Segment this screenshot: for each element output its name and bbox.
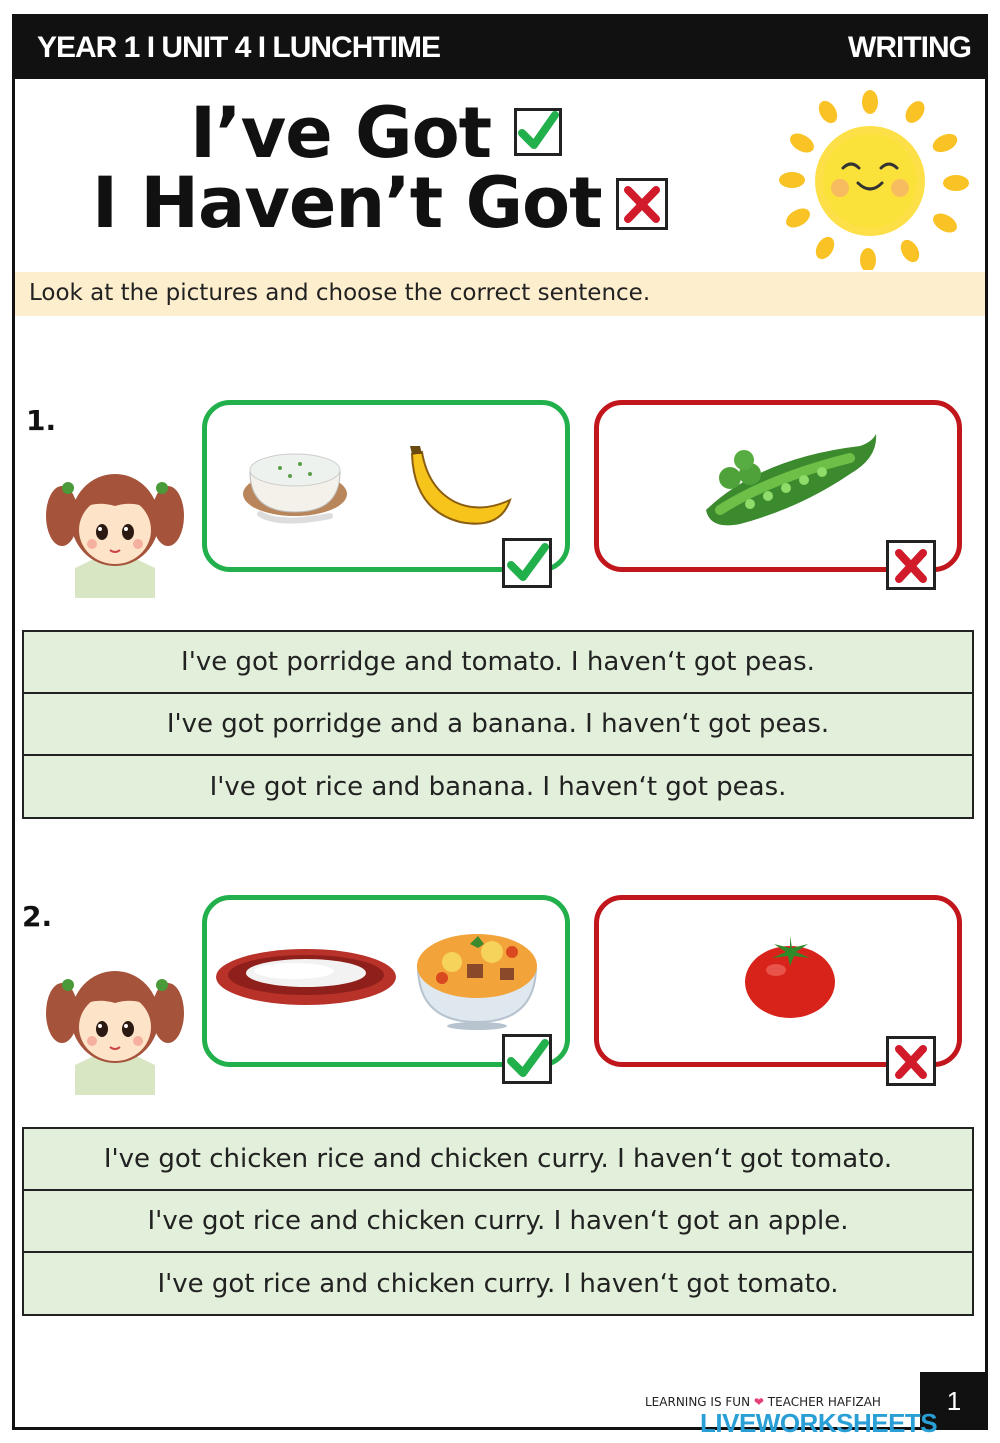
title-line-1: I’ve Got bbox=[190, 92, 492, 174]
answer-option[interactable]: I've got rice and chicken curry. I haven‘t got an apple. bbox=[24, 1191, 972, 1253]
answer-option[interactable]: I've got rice and banana. I haven‘t got peas. bbox=[24, 756, 972, 817]
page-number: 1 bbox=[920, 1372, 988, 1430]
title-line-2: I Haven’t Got bbox=[92, 162, 602, 244]
question-1-options bbox=[22, 630, 974, 819]
watermark-logo[interactable]: LIVEWORKSHEETS bbox=[700, 1408, 938, 1438]
answer-option[interactable]: I've got porridge and a banana. I haven‘t got peas. bbox=[24, 694, 972, 756]
header-skill-label: WRITING bbox=[848, 31, 971, 64]
footer-right-text: TEACHER HAFIZAH bbox=[767, 1395, 881, 1409]
banana-icon bbox=[400, 440, 515, 530]
chicken-curry-icon bbox=[412, 922, 542, 1030]
answer-option[interactable]: I've got porridge and tomato. I haven‘t got peas. bbox=[24, 632, 972, 694]
not-got-cross-icon bbox=[886, 1036, 936, 1086]
answer-option[interactable]: I've got rice and chicken curry. I haven‘t got tomato. bbox=[24, 1253, 972, 1314]
girl-avatar-icon bbox=[40, 955, 190, 1095]
heart-icon: ❤ bbox=[753, 1395, 764, 1409]
answer-option[interactable]: I've got chicken rice and chicken curry. I haven‘t got tomato. bbox=[24, 1129, 972, 1191]
porridge-icon bbox=[240, 432, 350, 527]
tomato-icon bbox=[742, 930, 838, 1022]
footer-credit bbox=[645, 1395, 881, 1409]
got-check-icon bbox=[502, 1034, 552, 1084]
sun-icon bbox=[770, 88, 980, 270]
footer-left-text: LEARNING IS FUN bbox=[645, 1395, 751, 1409]
title-cross-icon bbox=[616, 178, 668, 230]
not-got-cross-icon bbox=[886, 540, 936, 590]
question-2-number: 2. bbox=[22, 900, 53, 933]
header-unit-label: YEAR 1 I UNIT 4 I LUNCHTIME bbox=[37, 31, 441, 64]
header-bar bbox=[15, 17, 985, 79]
got-check-icon bbox=[502, 538, 552, 588]
rice-plate-icon bbox=[214, 945, 399, 1007]
instruction-text: Look at the pictures and choose the correct sentence. bbox=[15, 272, 985, 316]
question-2-options bbox=[22, 1127, 974, 1316]
question-1-number: 1. bbox=[26, 404, 57, 437]
girl-avatar-icon bbox=[40, 458, 190, 598]
title-check-icon bbox=[514, 108, 562, 156]
peas-icon bbox=[700, 428, 880, 538]
